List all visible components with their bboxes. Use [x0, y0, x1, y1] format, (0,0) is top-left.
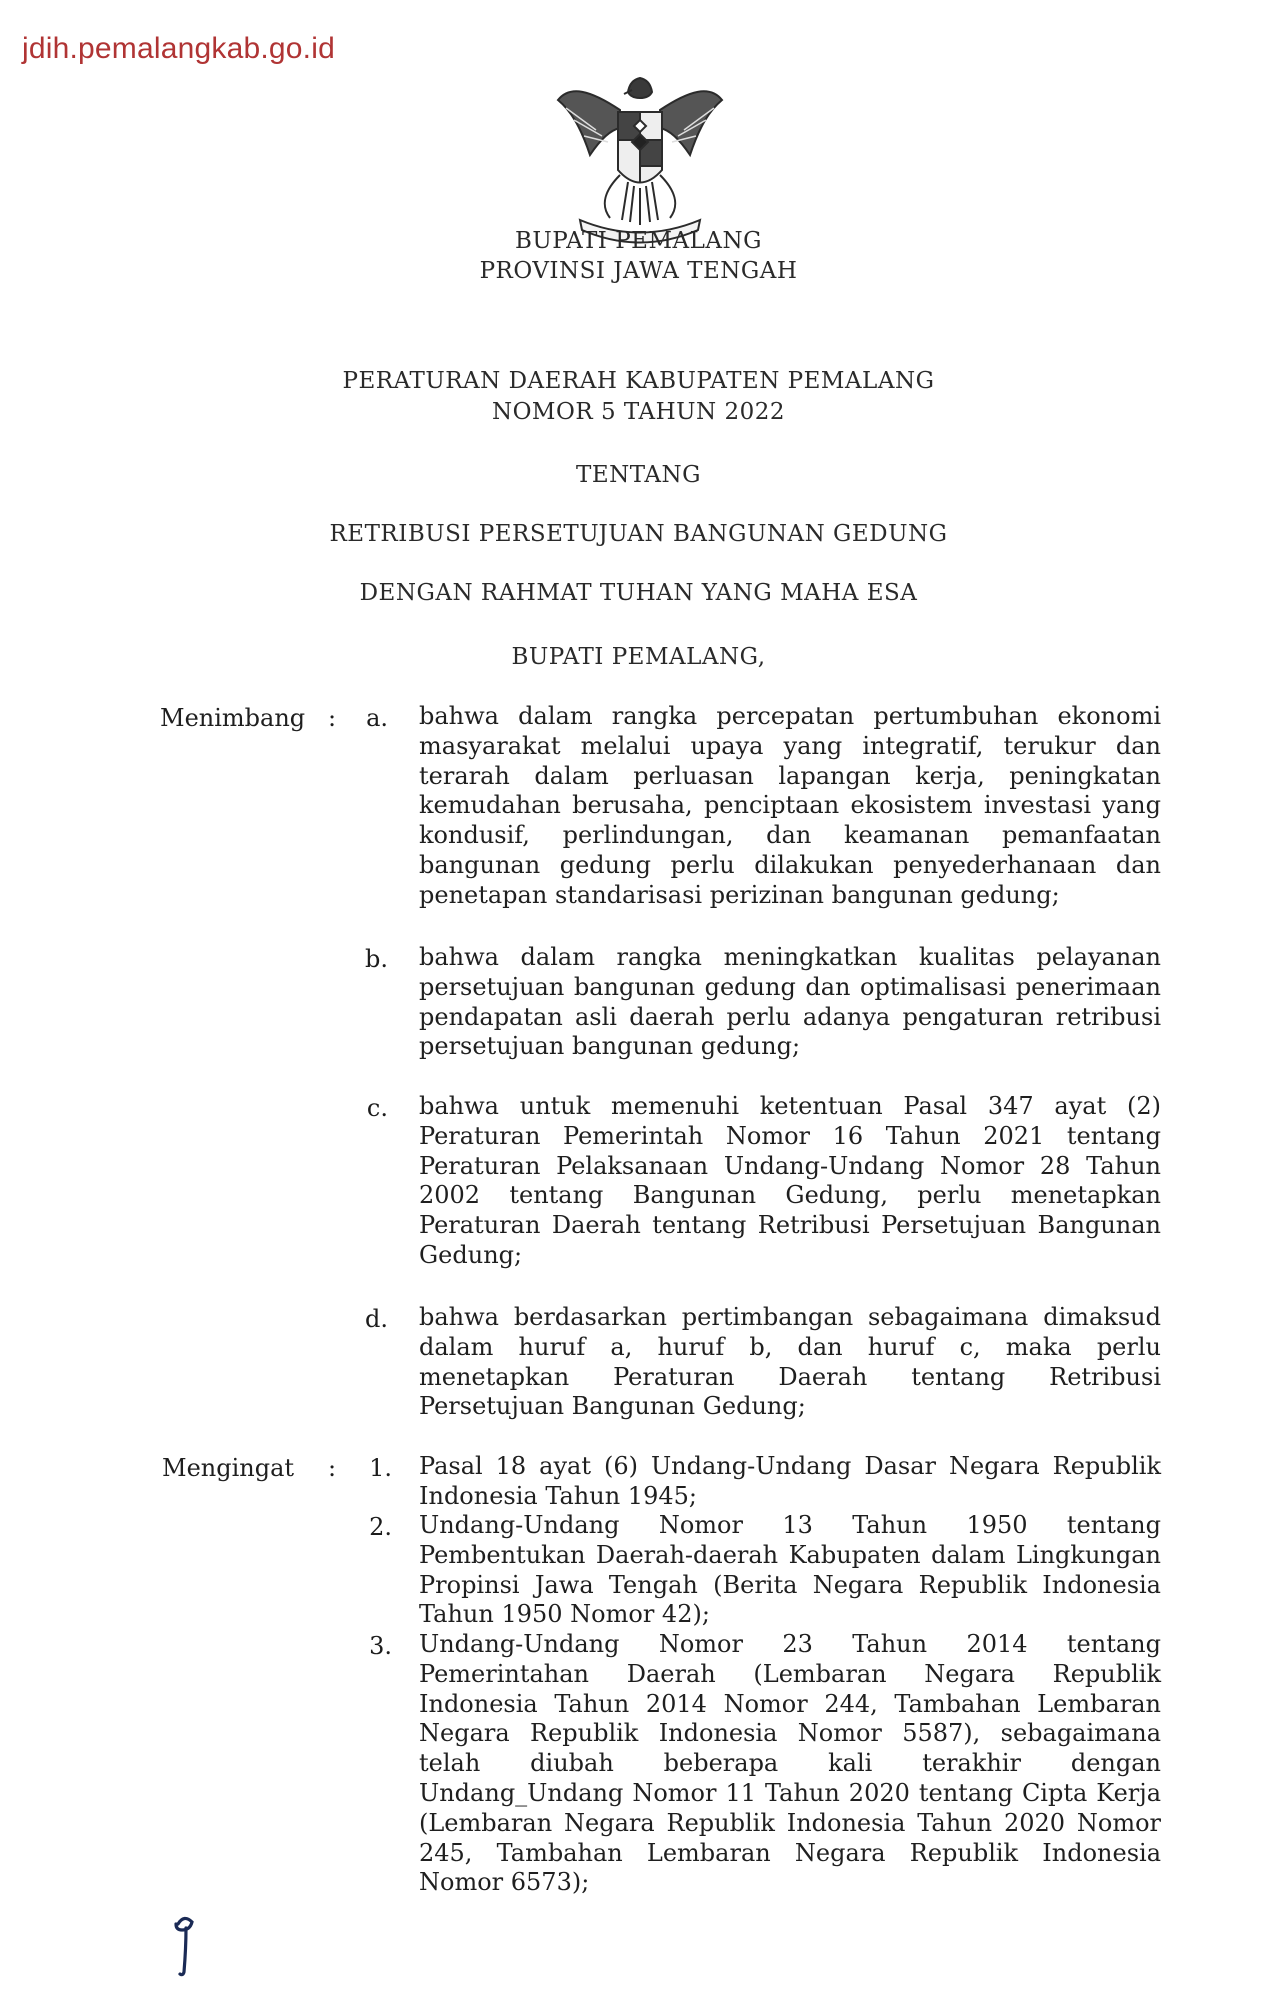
menimbang-marker-c: c. — [366, 1094, 388, 1122]
menimbang-marker-a: a. — [366, 704, 388, 732]
mengingat-label: Mengingat — [162, 1454, 295, 1482]
mengingat-colon: : — [328, 1454, 337, 1482]
header-line2: PROVINSI JAWA TENGAH — [479, 258, 798, 284]
regulation-number: NOMOR 5 TAHUN 2022 — [491, 399, 786, 425]
menimbang-colon: : — [328, 704, 337, 732]
paraf-initial-icon — [170, 1912, 200, 1978]
regulation-subject: RETRIBUSI PERSETUJUAN BANGUNAN GEDUNG — [329, 521, 948, 547]
menimbang-marker-d: d. — [365, 1305, 388, 1333]
regulation-title: PERATURAN DAERAH KABUPATEN PEMALANG — [342, 368, 935, 394]
menimbang-item-a: bahwa dalam rangka percepatan pertumbuhan ekonomi masyarakat melalui upaya yang integratif, terukur dan terarah dalam perluasan lapangan kerja, peningkatan kemudahan berusaha, penciptaan ekosistem investasi yang kondusif, perlindungan, dan keamanan pemanfaatan bangunan gedung perlu dilakukan penyederhanaan dan penetapan standarisasi perizinan bangunan gedung; — [419, 702, 1161, 909]
mengingat-item-2: Undang-Undang Nomor 13 Tahun 1950 tentang Pembentukan Daerah-daerah Kabupaten dalam Lingkungan Propinsi Jawa Tengah (Berita Negara Republik Indonesia Tahun 1950 Nomor 42); — [419, 1511, 1161, 1629]
menimbang-marker-b: b. — [365, 945, 388, 973]
menimbang-label: Menimbang — [160, 704, 306, 732]
menimbang-item-d: bahwa berdasarkan pertimbangan sebagaimana dimaksud dalam huruf a, huruf b, dan huruf c, maka perlu menetapkan Peraturan Daerah tentang Retribusi Persetujuan Bangunan Gedung; — [419, 1303, 1161, 1421]
mengingat-marker-2: 2. — [369, 1513, 392, 1541]
tentang-heading: TENTANG — [576, 462, 701, 488]
mengingat-item-1: Pasal 18 ayat (6) Undang-Undang Dasar Negara Republik Indonesia Tahun 1945; — [419, 1452, 1161, 1510]
watermark-url: jdih.pemalangkab.go.id — [22, 32, 335, 65]
menimbang-item-b: bahwa dalam rangka meningkatkan kualitas pelayanan persetujuan bangunan gedung dan optimalisasi penerimaan pendapatan asli daerah perlu adanya pengaturan retribusi persetujuan bangunan gedung; — [419, 943, 1161, 1061]
blessing-line: DENGAN RAHMAT TUHAN YANG MAHA ESA — [359, 580, 918, 606]
mengingat-marker-1: 1. — [369, 1454, 392, 1482]
menimbang-item-c: bahwa untuk memenuhi ketentuan Pasal 347 ayat (2) Peraturan Pemerintah Nomor 16 Tahun 2021 tentang Peraturan Pelaksanaan Undang-Undang Nomor 28 Tahun 2002 tentang Bangunan Gedung, perlu menetapkan Peraturan Daerah tentang Retribusi Persetujuan Bangunan Gedung; — [419, 1092, 1161, 1269]
signatory-line: BUPATI PEMALANG, — [511, 644, 766, 670]
mengingat-marker-3: 3. — [369, 1632, 392, 1660]
header-line1: BUPATI PEMALANG — [514, 228, 763, 254]
mengingat-item-3: Undang-Undang Nomor 23 Tahun 2014 tentang Pemerintahan Daerah (Lembaran Negara Republik Indonesia Tahun 2014 Nomor 244, Tambahan Lembaran Negara Republik Indonesia Nomor 5587), sebagaimana telah diubah beberapa kali terakhir dengan Undang_Undang Nomor 11 Tahun 2020 tentang Cipta Kerja (Lembaran Negara Republik Indonesia Tahun 2020 Nomor 245, Tambahan Lembaran Negara Republik Indonesia Nomor 6573); — [419, 1630, 1161, 1897]
